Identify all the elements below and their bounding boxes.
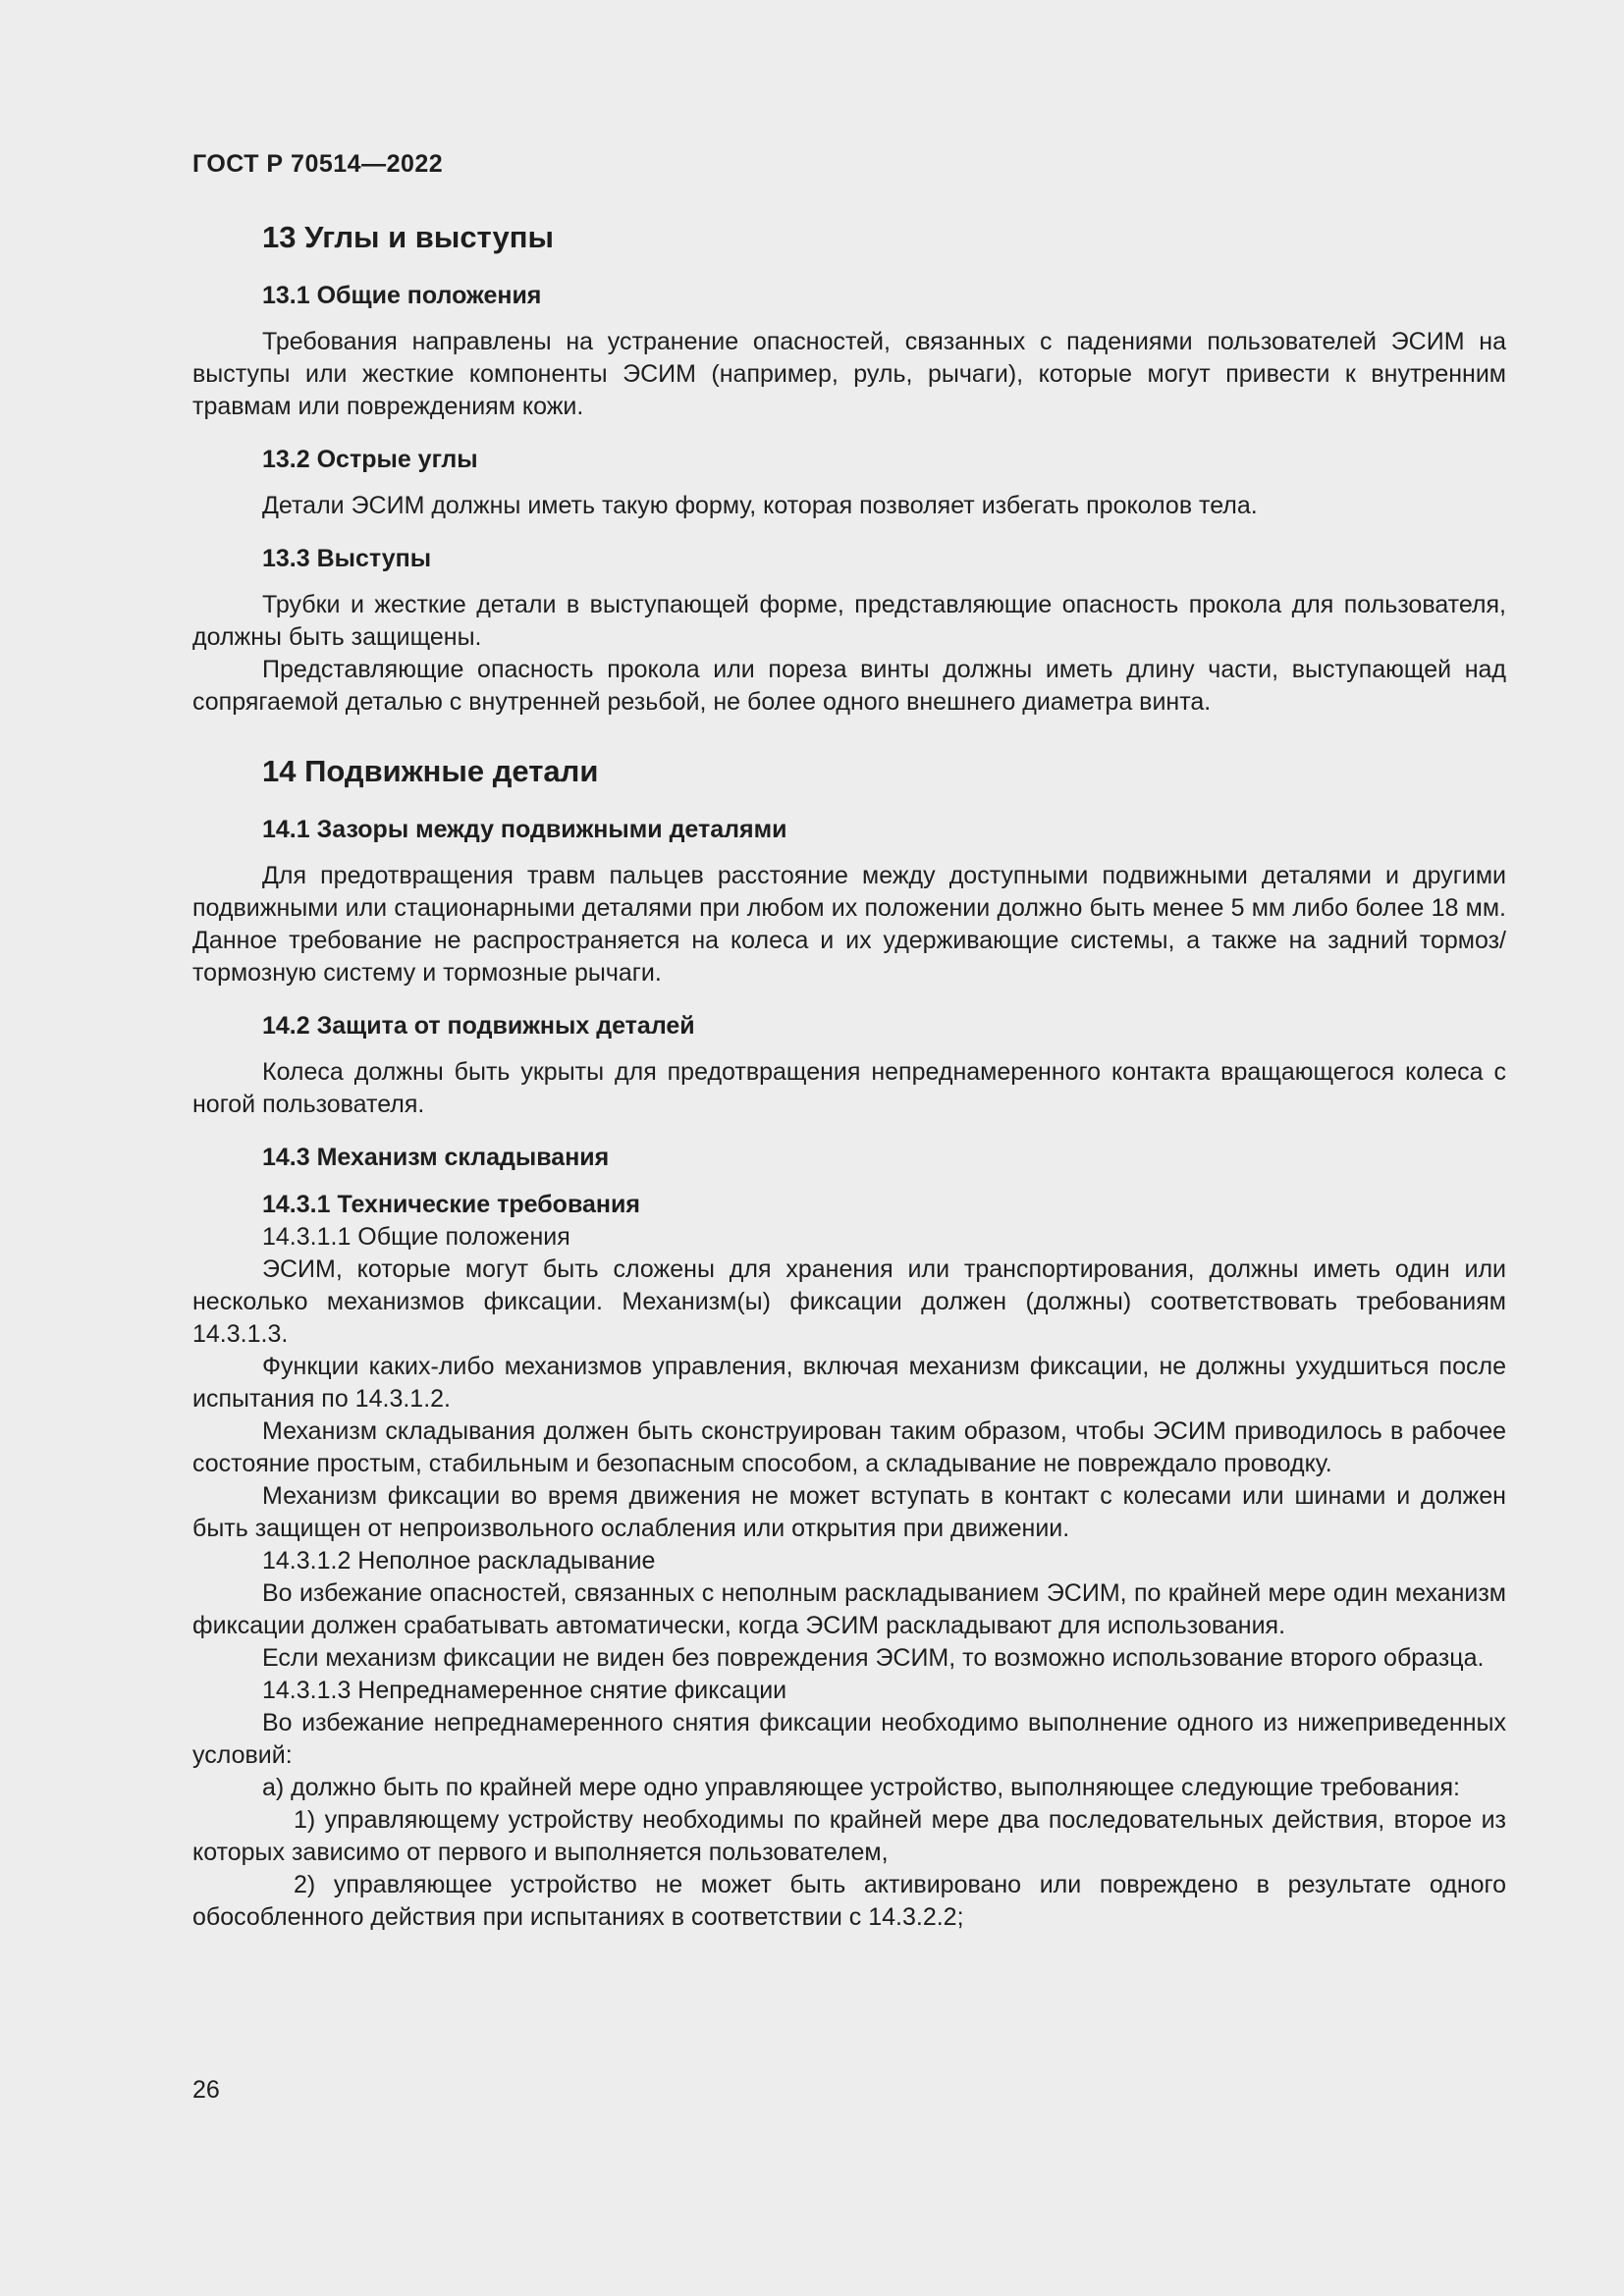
section-13-title: 13 Углы и выступы [262, 220, 554, 254]
page-number: 26 [192, 2076, 220, 2104]
section-14-1-paragraph: Для предотвращения травм пальцев расстояние между доступными подвижными деталями и другими подвижными или стационарными деталями при любом их положении должно быть менее 5 мм либо более 18 мм. Данное требование не распространяется на колеса и их удерживающие системы, а также на задний тормоз/тормозную систему и тормозные рычаги. [192, 862, 1506, 987]
list-item-a-1: 1) управляющему устройству необходимы по крайней мере два последовательных действия, второе из которых зависимо от первого и выполняется пользователем, [192, 1806, 1506, 1866]
section-13-3-paragraph-1: Трубки и жесткие детали в выступающей форме, представляющие опасность прокола для пользователя, должны быть защищены. [192, 591, 1506, 651]
section-14-3-1-1-paragraph-4: Механизм фиксации во время движения не может вступать в контакт с колесами или шинами и должен быть защищен от непроизвольного ослабления или открытия при движении. [192, 1482, 1506, 1542]
section-14-1-title: 14.1 Зазоры между подвижными деталями [262, 816, 787, 843]
section-14-3-1-1-paragraph-1: ЭСИМ, которые могут быть сложены для хранения или транспортирования, должны иметь один или несколько механизмов фиксации. Механизм(ы) фиксации должен (должны) соответствовать требованиям 14.3.1.3. [192, 1255, 1506, 1348]
section-13-3-paragraph-2: Представляющие опасность прокола или пореза винты должны иметь длину части, выступающей над сопрягаемой деталью с внутренней резьбой, не более одного внешнего диаметра винта. [192, 656, 1506, 716]
list-item-a: a) должно быть по крайней мере одно управляющее устройство, выполняющее следующие требования: [262, 1774, 1460, 1801]
section-14-3-title: 14.3 Механизм складывания [262, 1144, 610, 1171]
section-14-2-title: 14.2 Защита от подвижных деталей [262, 1012, 695, 1040]
section-14-3-1-1-title: 14.3.1.1 Общие положения [262, 1223, 570, 1251]
section-14-3-1-1-paragraph-2: Функции каких-либо механизмов управления, включая механизм фиксации, не должны ухудшиться после испытания по 14.3.1.2. [192, 1353, 1506, 1413]
list-item-a-2: 2) управляющее устройство не может быть активировано или повреждено в результате одного обособленного действия при испытаниях в соответствии с 14.3.2.2; [192, 1871, 1506, 1931]
section-13-2-paragraph: Детали ЭСИМ должны иметь такую форму, которая позволяет избегать проколов тела. [262, 492, 1258, 519]
section-14-3-1-title: 14.3.1 Технические требования [262, 1191, 640, 1218]
section-14-2-paragraph: Колеса должны быть укрыты для предотвращения непреднамеренного контакта вращающегося колеса с ногой пользователя. [192, 1058, 1506, 1118]
document-page [192, 147, 1506, 1934]
section-13-3-title: 13.3 Выступы [262, 545, 432, 572]
section-14-3-1-3-paragraph-1: Во избежание непреднамеренного снятия фиксации необходимо выполнение одного из нижеприведенных условий: [192, 1709, 1506, 1769]
section-13-1-title: 13.1 Общие положения [262, 282, 542, 309]
section-13-2-title: 13.2 Острые углы [262, 446, 478, 473]
document-code: ГОСТ Р 70514—2022 [192, 150, 444, 178]
section-14-title: 14 Подвижные детали [262, 754, 599, 788]
section-14-3-1-2-title: 14.3.1.2 Неполное раскладывание [262, 1547, 656, 1575]
section-14-3-1-2-paragraph-1: Во избежание опасностей, связанных с неполным раскладыванием ЭСИМ, по крайней мере один механизм фиксации должен срабатывать автоматически, когда ЭСИМ раскладывают для использования. [192, 1579, 1506, 1639]
section-13-1-paragraph: Требования направлены на устранение опасностей, связанных с падениями пользователей ЭСИМ на выступы или жесткие компоненты ЭСИМ (например, руль, рычаги), которые могут привести к внутренним травмам или повреждениям кожи. [192, 328, 1506, 420]
section-14-3-1-1-paragraph-3: Механизм складывания должен быть сконструирован таким образом, чтобы ЭСИМ приводилось в рабочее состояние простым, стабильным и безопасным способом, а складывание не повреждало проводку. [192, 1417, 1506, 1477]
section-14-3-1-2-paragraph-2: Если механизм фиксации не виден без повреждения ЭСИМ, то возможно использование второго образца. [262, 1644, 1485, 1672]
section-14-3-1-3-title: 14.3.1.3 Непреднамеренное снятие фиксации [262, 1677, 787, 1704]
